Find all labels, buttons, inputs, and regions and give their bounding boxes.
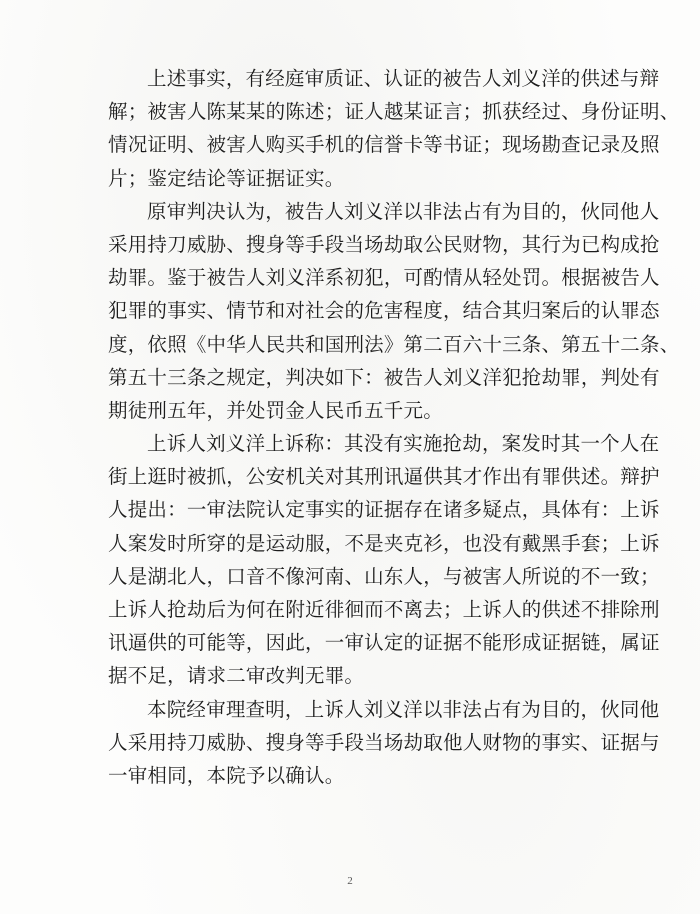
paragraph-line: 原 审 判 决 认 为 ， 被 告 人 刘 义 洋 以 非 法 占 有 为 目 的 ， 伙 同 他 人 [147,199,660,223]
paragraph-line: 讯 逼 供 的 可 能 等 ， 因 此 ， 一 审 认 定 的 证 据 不 能 形 成 证 据 链 ， 属 证 [108,631,660,655]
paragraph-line: 据不足，请求二审改判无罪。 [108,664,365,688]
paragraph [108,62,680,195]
paragraph-line: 人 案 发 时 所 穿 的 是 运 动 服 ， 不 是 夹 克 衫 ， 也 没 有 戴 黑 手 套 ； 上 诉 [108,531,660,555]
paragraph-line: 第 五 十 三 条 之 规 定 ， 判 决 如 下 ： 被 告 人 刘 义 洋 犯 抢 劫 罪 ， 判 处 有 [108,365,660,389]
paragraph-line: 采 用 持 刀 威 胁 、 搜 身 等 手 段 当 场 劫 取 公 民 财 物 ， 其 行 为 已 构 成 抢 [108,232,660,256]
paragraph-line: 情 况 证 明 、 被 害 人 购 买 手 机 的 信 誉 卡 等 书 证 ； 现 场 勘 查 记 录 及 照 [108,133,660,157]
paragraph-line: 期徒刑五年，并处罚金人民币五千元。 [108,398,443,422]
paragraph-line: 犯 罪 的 事 实 、 情 节 和 对 社 会 的 危 害 程 度 ， 结 合 其 归 案 后 的 认 罪 态 [108,299,660,323]
paragraph-line: 一审相同，本院予以确认。 [108,763,345,787]
page-number: 2 [347,875,353,887]
paragraph-line: 人 提 出 ： 一 审 法 院 认 定 事 实 的 证 据 存 在 诸 多 疑 点 ， 具 体 有 ： 上 诉 [108,498,660,522]
paragraph-line: 本 院 经 审 理 查 明 ， 上 诉 人 刘 义 洋 以 非 法 占 有 为 目 的 ， 伙 同 他 [147,697,660,721]
paragraph-line: 上 诉 人 抢 劫 后 为 何 在 附 近 徘 徊 而 不 离 去 ； 上 诉 人 的 供 述 不 排 除 刑 [108,598,660,621]
paragraph-line: 街 上 逛 时 被 抓 ， 公 安 机 关 对 其 刑 讯 逼 供 其 才 作 出 有 罪 供 述 。 辩 护 [108,465,660,489]
paragraph [108,427,660,693]
paragraph-line: 人 是 湖 北 人 ， 口 音 不 像 河 南 、 山 东 人 ， 与 被 害 人 所 说 的 不 一 致 ； [108,564,660,588]
paragraph [108,195,680,427]
document-body [108,62,680,792]
paragraph [108,693,660,793]
paragraph-line: 片；鉴定结论等证据证实。 [108,166,345,190]
paragraph-line: 上 述 事 实 ， 有 经 庭 审 质 证 、 认 证 的 被 告 人 刘 义 洋 的 供 述 与 辩 [147,67,660,90]
paragraph-line: 度 ， 依 照 《 中 华 人 民 共 和 国 刑 法 》 第 二 百 六 十 三 条 、 第 五 十 二 条 、 [108,332,680,356]
paragraph-line: 上 诉 人 刘 义 洋 上 诉 称 ： 其 没 有 实 施 抢 劫 ， 案 发 时 其 一 个 人 在 [147,432,660,456]
paragraph-line: 解 ； 被 害 人 陈 某 某 的 陈 述 ； 证 人 越 某 证 言 ； 抓 获 经 过 、 身 份 证 明 、 [108,100,680,124]
paragraph-line: 人 采 用 持 刀 威 胁 、 搜 身 等 手 段 当 场 劫 取 他 人 财 物 的 事 实 、 证 据 与 [108,730,660,754]
paragraph-line: 劫 罪 。 鉴 于 被 告 人 刘 义 洋 系 初 犯 ， 可 酌 情 从 轻 处 罚 。 根 据 被 告 人 [108,266,660,290]
